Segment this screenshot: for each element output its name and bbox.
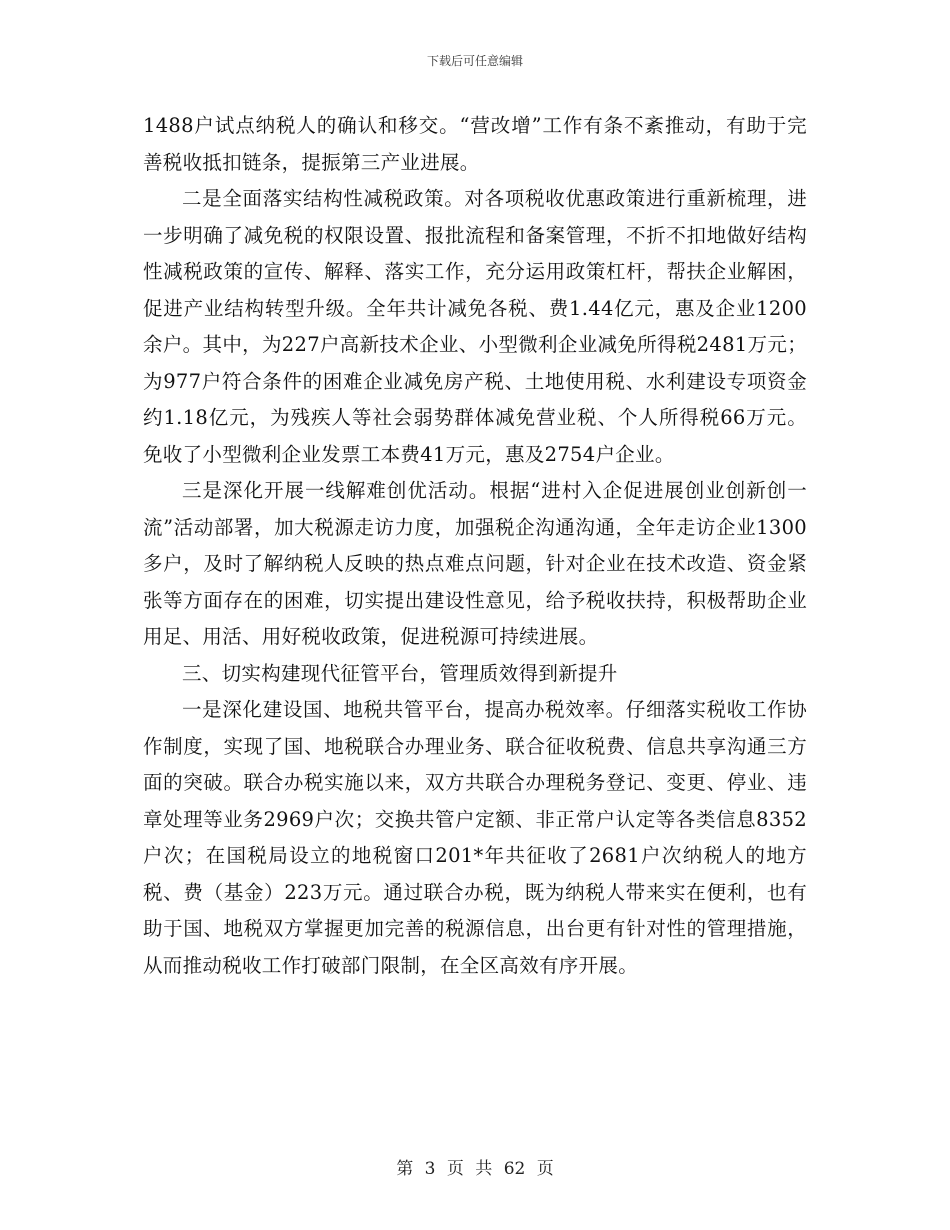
section-heading: 三、切实构建现代征管平台，管理质效得到新提升	[182, 661, 618, 685]
paragraph-joint-platform: 一是深化建设国、地税共管平台，提高办税效率。仔细落实税收工作协作制度，实现了国、地税联合办理业务、联合征收税费、信息共享沟通三方面的突破。联合办税实施以来，双方共联合办理税务登记、变更、停业、违章处理等业务2969户次；交换共管户定额、非正常户认定等各类信息8352户次；在国税局设立的地税窗口201*年共征收了2681户次纳税人的地方税、费（基金）223万元。通过联合办税，既为纳税人带来实在便利，也有助于国、地税双方掌握更加完善的税源信息，出台更有针对性的管理措施，从而推动税收工作打破部门限制，在全区高效有序开展。	[143, 698, 807, 977]
page-number-footer: 第 3 页 共 62 页	[396, 1159, 554, 1179]
paragraph-tax-reduction: 二是全面落实结构性减税政策。对各项税收优惠政策进行重新梳理，进一步明确了减免税的权限设置、报批流程和备案管理，不折不扣地做好结构性减税政策的宣传、解释、落实工作，充分运用政策杠杆，帮扶企业解困，促进产业结构转型升级。全年共计减免各税、费1.44亿元，惠及企业1200余户。其中，为227户高新技术企业、小型微利企业减免所得税2481万元；为977户符合条件的困难企业减免房产税、土地使用税、水利建设专项资金约1.18亿元，为残疾人等社会弱势群体减免营业税、个人所得税66万元。免收了小型微利企业发票工本费41万元，惠及2754户企业。	[143, 187, 807, 466]
paragraph-continuation: 1488户试点纳税人的确认和移交。“营改增”工作有条不紊推动，有助于完善税收抵扣链条，提振第三产业进展。	[143, 114, 807, 174]
document-body	[143, 108, 807, 984]
page-header-note: 下载后可任意编辑	[426, 54, 523, 68]
paragraph-outreach-activity: 三是深化开展一线解难创优活动。根据“进村入企促进展创业创新创一流”活动部署，加大税源走访力度，加强税企沟通沟通，全年走访企业1300多户，及时了解纳税人反映的热点难点问题，针对企业在技术改造、资金紧张等方面存在的困难，切实提出建设性意见，给予税收扶持，积极帮助企业用足、用活、用好税收政策，促进税源可持续进展。	[143, 479, 807, 648]
